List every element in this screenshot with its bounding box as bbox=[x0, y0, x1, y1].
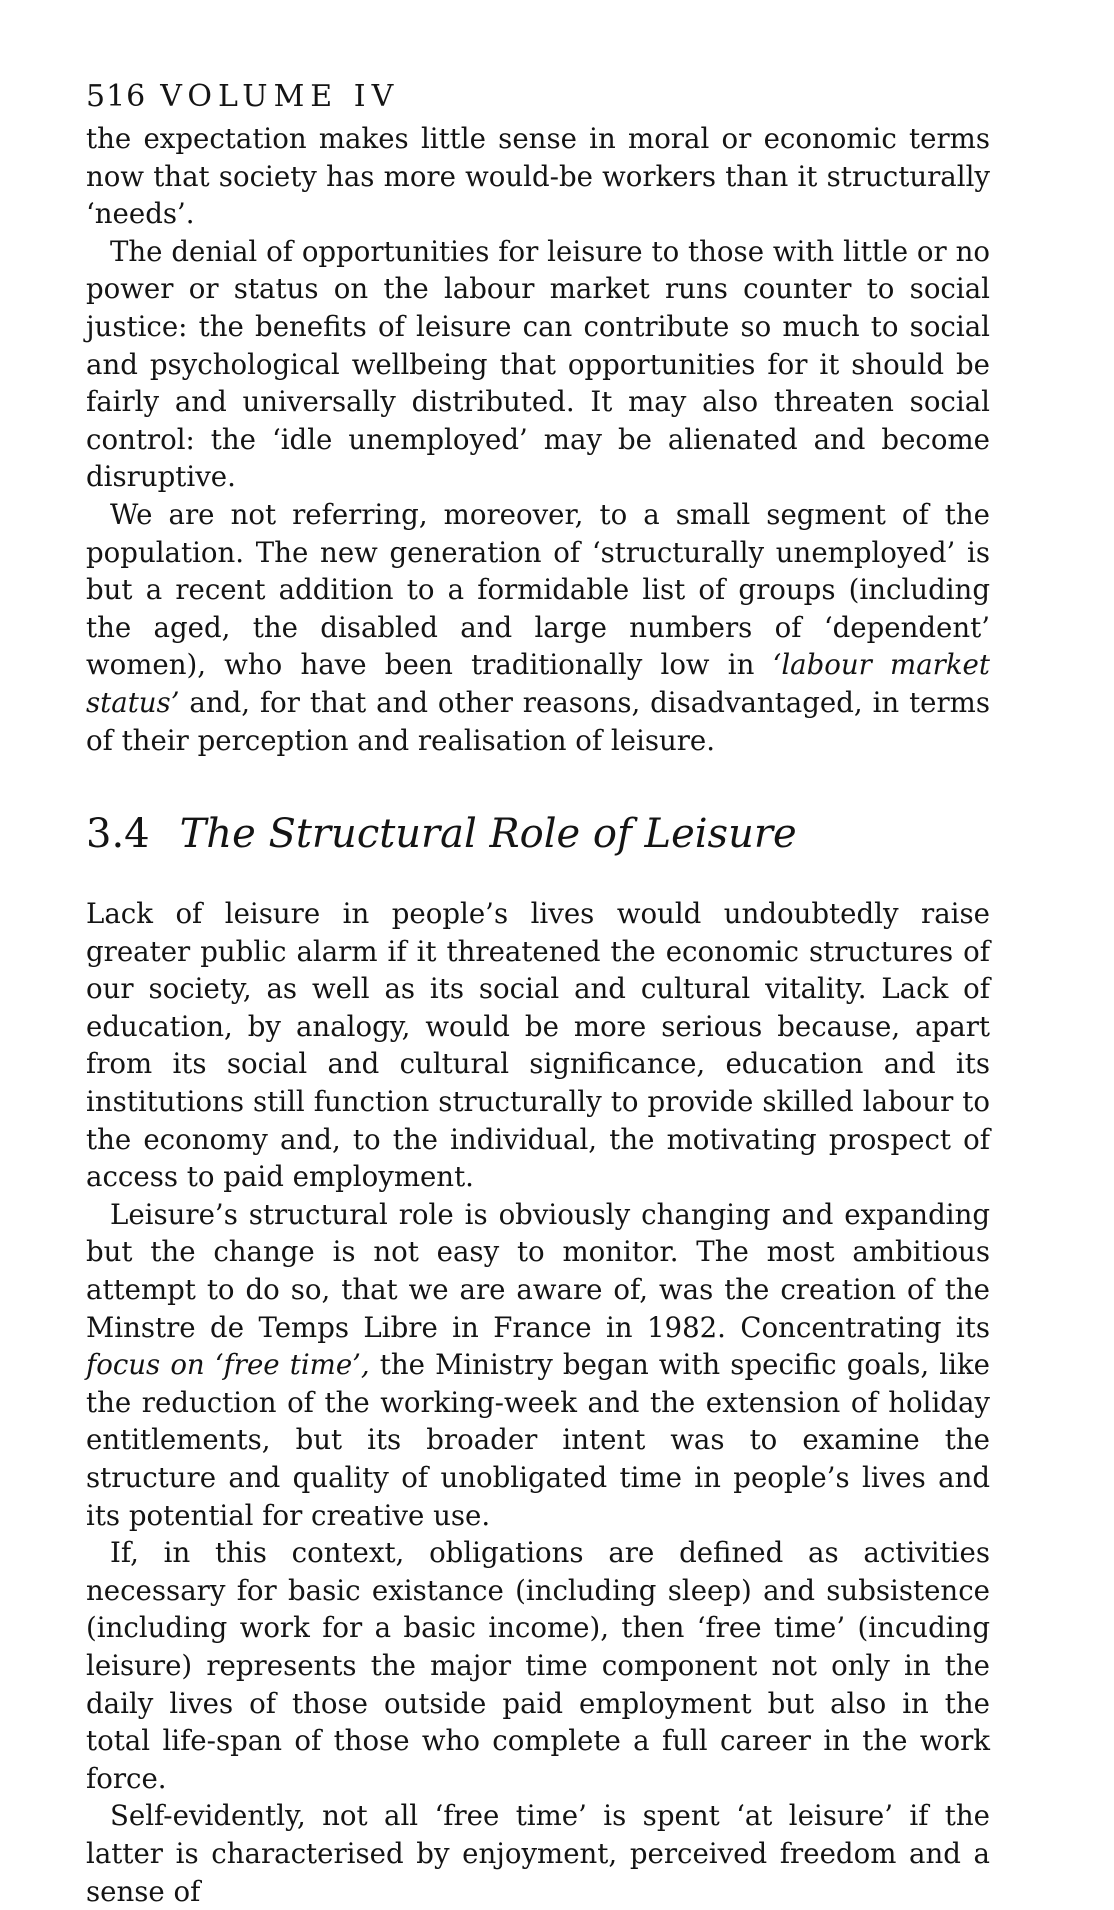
paragraph-social-justice: The denial of opportunities for leisure to those with little or no power or status on the labour market runs counter to social justice: the benefits of leisure can contribute so much to social and psychological wellbeing that opportunities for it should be fairly and universally distributed. It may also threaten social control: the ‘idle unemployed’ may be alienated and become disruptive. bbox=[86, 234, 990, 494]
running-header bbox=[86, 78, 990, 116]
paragraph-structural-role bbox=[86, 1196, 990, 1534]
paragraph-obligations: If, in this context, obligations are defined as activities necessary for basic existance (including sleep) and subsistence (including work for a basic income), then ‘free time’ (incuding leisure) represents the major time component not only in the daily lives of those outside paid employment but also in the total life-span of those who complete a full career in the work force. bbox=[86, 1536, 990, 1795]
paragraph-population bbox=[86, 496, 990, 759]
volume-label: VOLUME IV bbox=[160, 79, 400, 114]
page-number: 516 bbox=[86, 79, 147, 114]
text-run: Leisure’s structural role is obviously changing and expanding but the change is not easy to monitor. The most ambitious attempt to do so, that we are aware of, was the creation of the Minstre de Temps Libre in France in 1982. Concentrating its bbox=[86, 1197, 990, 1344]
paragraph-lack-of-leisure: Lack of leisure in people’s lives would undoubtedly raise greater public alarm if it threatened the economic structures of our society, as well as its social and cultural vitality. Lack of education, by analogy, would be more serious because, apart from its social and cultural significance, education and its institutions still function structurally to provide skilled labour to the economy and, to the individual, the motivating prospect of access to paid employment. bbox=[86, 897, 990, 1194]
paragraph-continuation: the expectation makes little sense in moral or economic terms now that society has more would-be workers than it structurally ‘needs’. bbox=[86, 122, 990, 231]
text-block bbox=[86, 78, 990, 1910]
text-run: the Ministry began with specific goals, like the reduction of the working-week and the extension of holiday entitlements, but its broader intent was to examine the structure and quality of unobligated time in people’s lives and its potential for creative use. bbox=[86, 1348, 990, 1532]
paragraph-free-time: Self-evidently, not all ‘free time’ is spent ‘at leisure’ if the latter is characterised by enjoyment, perceived freedom and a sense of bbox=[86, 1799, 990, 1908]
italic-phrase: ‘labour market status’ bbox=[86, 648, 990, 719]
text-run: and, for that and other reasons, disadvantaged, in terms of their perception and realisation of leisure. bbox=[86, 685, 990, 757]
section-heading bbox=[86, 811, 990, 857]
text-run: We are not referring, moreover, to a small segment of the population. The new generation of ‘structurally unemployed’ is but a recent addition to a formidable list of groups (including the aged, the disabled and large numbers of ‘dependent’ women), who have been traditionally low in bbox=[86, 497, 990, 682]
italic-phrase: focus on ‘free time’, bbox=[86, 1348, 370, 1382]
section-title: The Structural Role of Leisure bbox=[179, 811, 797, 858]
section-number: 3.4 bbox=[86, 811, 150, 858]
